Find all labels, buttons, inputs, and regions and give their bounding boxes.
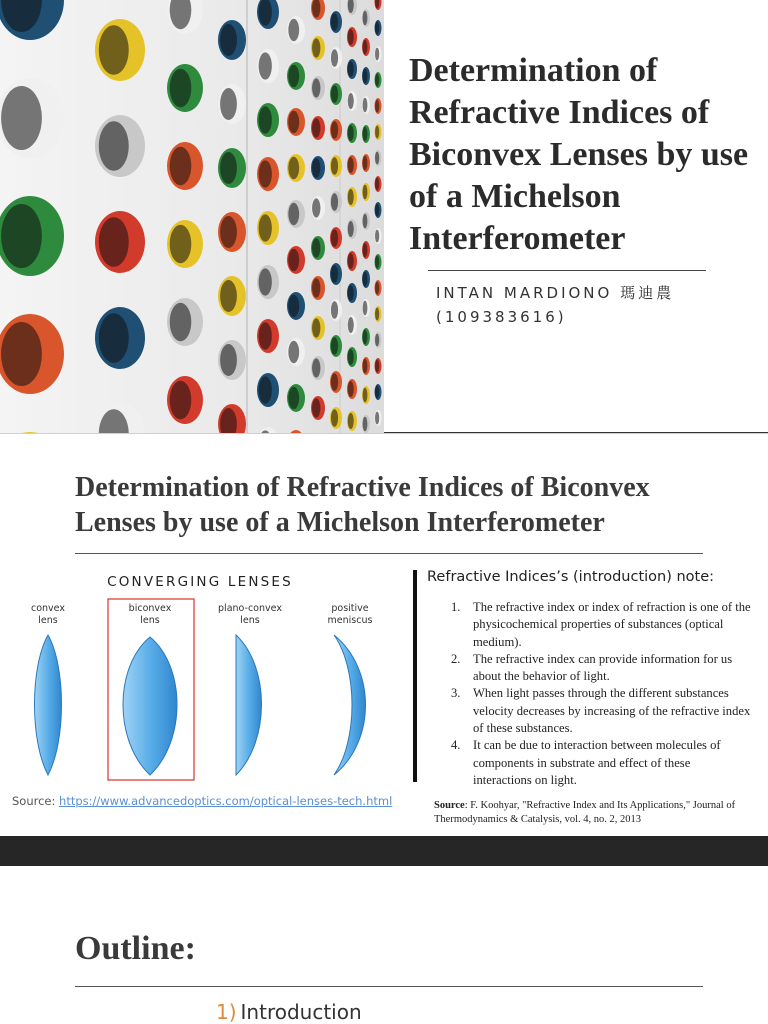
hole-shadow (363, 243, 368, 257)
hole-shadow (288, 295, 299, 317)
hole-shadow (170, 69, 192, 107)
lens-convex (31, 603, 65, 775)
lens-label: meniscus (327, 615, 373, 626)
hole-shadow (375, 126, 379, 139)
hole-shadow (331, 13, 338, 31)
hole-shadow (99, 313, 129, 363)
converging-lenses-diagram (0, 569, 400, 787)
hole-shadow (363, 417, 368, 431)
title-divider (428, 270, 706, 271)
author-block (436, 281, 756, 329)
lens-label: biconvex (128, 603, 172, 614)
hole-shadow (331, 229, 338, 247)
hole-shadow (220, 216, 237, 248)
hole-shadow (220, 88, 237, 120)
lens-label: lens (240, 615, 260, 626)
hole-shadow (375, 152, 379, 165)
hole-shadow (331, 193, 338, 211)
hole-shadow (375, 230, 379, 243)
hole-shadow (312, 238, 320, 257)
hole-shadow (375, 100, 379, 113)
source-link[interactable]: https://www.advancedoptics.com/optical-lenses-tech.html (59, 794, 393, 808)
slide-title: Determination of Refractive Indices of Biconvex Lenses by use of a Michelson Interferometer (409, 52, 749, 257)
hole-shadow (375, 360, 379, 373)
hole-shadow (312, 318, 320, 337)
hole-shadow (375, 308, 379, 321)
hole-shadow (259, 268, 272, 295)
hole-shadow (220, 24, 237, 56)
hole-shadow (348, 61, 354, 77)
hole-shadow (288, 157, 299, 179)
hole-shadow (288, 65, 299, 87)
author-name: INTAN MARDIONO 瑪迪農 (436, 284, 675, 302)
hole-shadow (363, 330, 368, 344)
hole-shadow (363, 11, 368, 25)
hole-shadow (259, 106, 272, 133)
outline-item (216, 1000, 362, 1024)
student-id: (109383616) (436, 308, 567, 326)
lens-label: lens (140, 615, 160, 626)
hole-shadow (331, 337, 338, 355)
hole-shadow (375, 178, 379, 191)
lens-shape (236, 635, 262, 775)
hole-shadow (363, 359, 368, 373)
hole-shadow (375, 48, 379, 61)
vertical-divider (413, 570, 417, 782)
lens-shape (334, 635, 366, 775)
hole-shadow (288, 111, 299, 133)
hole-shadow (348, 381, 354, 397)
outline-item-label: Introduction (240, 1000, 362, 1024)
outline-slide (0, 866, 768, 1024)
diagram-heading: CONVERGING LENSES (107, 574, 293, 590)
hole-shadow (348, 253, 354, 269)
hole-shadow (1, 322, 42, 386)
hole-shadow (363, 98, 368, 112)
hole-shadow (348, 349, 354, 365)
introduction-slide (0, 433, 768, 836)
hole-shadow (312, 198, 320, 217)
hole-shadow (348, 125, 354, 141)
hole-shadow (259, 214, 272, 241)
hole-shadow (288, 341, 299, 363)
hole-shadow (363, 127, 368, 141)
lens-shape (123, 637, 177, 775)
lens-plano-convex (218, 603, 282, 775)
hole-shadow (170, 147, 192, 185)
hole-shadow (288, 387, 299, 409)
hole-shadow (259, 52, 272, 79)
hole-shadow (312, 278, 320, 297)
hole-shadow (288, 19, 299, 41)
hole-shadow (375, 74, 379, 87)
hole-shadow (99, 217, 129, 267)
hole-shadow (312, 158, 320, 177)
hole-shadow (363, 185, 368, 199)
slide-title: Determination of Refractive Indices of Biconvex Lenses by use of a Michelson Interferometer (75, 472, 650, 538)
list-item: 1. The refractive index or index of refraction is one of the physicochemical properties of substances (optical medium). (451, 600, 751, 649)
notes-list (446, 599, 751, 789)
hole-shadow (348, 285, 354, 301)
title-slide (0, 0, 768, 433)
image-source (12, 794, 392, 808)
hole-shadow (312, 358, 320, 377)
lens-shape (35, 635, 62, 775)
lens-biconvex (108, 599, 194, 780)
hole-shadow (363, 388, 368, 402)
hole-shadow (170, 381, 192, 419)
hole-shadow (331, 301, 338, 319)
hole-shadow (312, 398, 320, 417)
hole-shadow (1, 86, 42, 150)
hole-shadow (375, 412, 379, 425)
lens-label: plano-convex (218, 603, 282, 614)
hole-shadow (288, 249, 299, 271)
hole-shadow (363, 272, 368, 286)
list-item: 3. When light passes through the different substances velocity decreases by increasing of the refractive index of these substances. (451, 686, 751, 736)
hole-shadow (331, 85, 338, 103)
hole-shadow (348, 157, 354, 173)
slide-title: Outline: (75, 930, 196, 967)
hole-shadow (331, 409, 338, 427)
hole-shadow (99, 121, 129, 171)
hole-shadow (259, 376, 272, 403)
hole-shadow (312, 78, 320, 97)
hole-shadow (375, 204, 379, 217)
reference-text: : F. Koohyar, "Refractive Index and Its Applications," Journal of Thermodynamics & Catalysis, vol. 4, no. 2, 2013 (434, 800, 736, 825)
hole-shadow (363, 214, 368, 228)
hole-shadow (170, 303, 192, 341)
lens-label: positive (331, 603, 369, 614)
hole-shadow (331, 265, 338, 283)
hole-shadow (259, 322, 272, 349)
hole-shadow (331, 157, 338, 175)
hole-shadow (288, 203, 299, 225)
slide-separator (0, 836, 768, 866)
hole-shadow (220, 152, 237, 184)
list-item: 4. It can be due to interaction between molecules of components in substrate and effect of these interactions on light. (451, 738, 721, 787)
title-divider (75, 553, 703, 554)
lens-label: convex (31, 603, 65, 614)
lens-label: lens (38, 615, 58, 626)
hole-shadow (375, 256, 379, 269)
hole-shadow (375, 22, 379, 35)
colorful-holes-photo (0, 0, 384, 433)
hole-shadow (312, 38, 320, 57)
hole-shadow (331, 121, 338, 139)
hole-shadow (375, 282, 379, 295)
hole-shadow (348, 317, 354, 333)
hole-shadow (363, 156, 368, 170)
hole-shadow (363, 301, 368, 315)
hole-shadow (312, 118, 320, 137)
hole-shadow (348, 189, 354, 205)
hole-shadow (220, 344, 237, 376)
hole-shadow (375, 386, 379, 399)
reference-label: Source (434, 800, 465, 811)
lens-positive-meniscus (328, 603, 373, 775)
hole-shadow (170, 225, 192, 263)
hole-shadow (331, 373, 338, 391)
notes-heading: Refractive Indices’s (introduction) note: (427, 569, 715, 585)
hole-shadow (375, 334, 379, 347)
hole-shadow (259, 160, 272, 187)
hole-shadow (1, 204, 42, 268)
hole-shadow (363, 40, 368, 54)
reference-citation (434, 799, 764, 827)
list-item: 2. The refractive index can provide information for us about the behavior of light. (451, 651, 733, 684)
colorful-holes-image (0, 0, 384, 433)
source-label: Source: (12, 794, 60, 808)
outline-item-number: 1) (216, 1000, 237, 1024)
hole-shadow (348, 413, 354, 429)
hole-shadow (220, 280, 237, 312)
title-divider (75, 986, 703, 987)
hole-shadow (99, 25, 129, 75)
hole-shadow (348, 221, 354, 237)
hole-shadow (331, 49, 338, 67)
hole-shadow (348, 29, 354, 45)
hole-shadow (363, 69, 368, 83)
hole-shadow (348, 93, 354, 109)
